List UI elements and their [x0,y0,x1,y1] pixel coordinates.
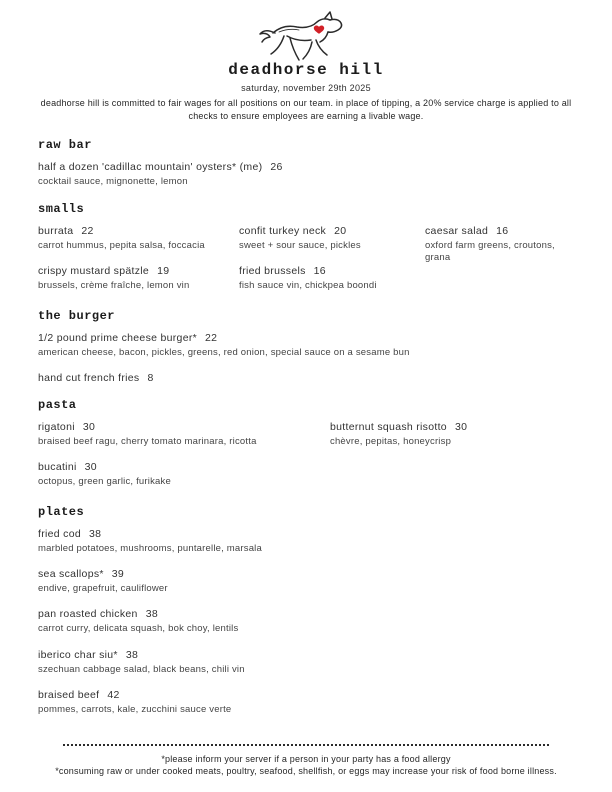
item-desc: american cheese, bacon, pickles, greens, red onion, special sauce on a sesame bun [38,346,410,358]
item-desc: brussels, crème fraîche, lemon vin [38,280,190,292]
item-price: 22 [81,224,94,237]
item-price: 38 [88,527,102,540]
item-name: braised beef [38,689,100,702]
menu-item [38,225,239,252]
item-name: fried cod [38,527,81,540]
item-desc: endive, grapefruit, cauliflower [38,583,168,594]
menu-item [38,161,574,188]
item-name: sea scallops* [38,568,104,580]
section-raw-bar [38,138,574,188]
section-heading: smalls [38,201,85,216]
pasta-columns [38,421,574,491]
menu-item [425,225,574,265]
item-price: 22 [205,331,218,344]
item-price: 26 [270,160,283,173]
item-price: 38 [145,608,158,621]
section-heading: the burger [38,308,116,323]
section-heading: plates [38,504,85,519]
item-desc: cocktail sauce, mignonette, lemon [38,175,188,187]
item-name: burrata [38,224,74,237]
pasta-column-2 [330,421,574,450]
item-price: 38 [125,648,139,661]
section-heading: raw bar [38,137,92,152]
item-name: confit turkey neck [239,224,327,237]
section-plates [38,505,574,717]
menu-item [239,265,425,292]
item-name: 1/2 pound prime cheese burger* [38,331,198,344]
item-name: crispy mustard spätzle [38,265,150,278]
smalls-columns [38,225,574,295]
item-name: half a dozen 'cadillac mountain' oysters* (me) [38,160,263,173]
item-name: pan roasted chicken [38,608,138,621]
item-name: bucatini [38,461,77,474]
item-name: fried brussels [239,265,306,278]
menu-item [38,265,239,292]
menu-item [38,528,574,555]
raw-food-footnote: *consuming raw or under cooked meats, poultry, seafood, shellfish, or eggs may increase your risk of food borne illness. [55,766,557,777]
item-name: butternut squash risotto [330,420,447,433]
item-price: 30 [454,420,468,433]
item-desc: carrot hummus, pepita salsa, foccacia [38,239,205,251]
pasta-column-1 [38,421,330,491]
restaurant-title: deadhorse hill [228,61,384,79]
menu-item [38,649,574,676]
item-desc: octopus, green garlic, furikake [38,476,171,488]
menu-item [239,225,425,252]
item-price: 8 [147,371,154,384]
item-price: 16 [496,224,509,237]
menu-item [38,372,574,384]
menu-item [38,689,574,716]
item-price: 16 [313,265,326,278]
menu-item [38,608,574,635]
item-name: hand cut french fries [38,371,140,384]
item-desc: sweet + sour sauce, pickles [239,239,361,251]
smalls-column-1 [38,225,239,295]
item-name: rigatoni [38,420,75,433]
menu-item [38,461,330,488]
item-name: iberico char siu* [38,648,118,661]
service-charge-notice: deadhorse hill is committed to fair wages for all positions on our team. in place of tipping, a 20% service charge is applied to all checks to ensure employees are earning a livable wage. [40,97,572,122]
dotted-divider [63,744,549,746]
horse-sketch-logo-icon [253,8,359,62]
item-desc: pommes, carrots, kale, zucchini sauce verte [38,704,232,716]
menu-item [38,568,574,595]
item-desc: chèvre, pepitas, honeycrisp [330,435,452,447]
item-desc: fish sauce vin, chickpea boondi [239,280,377,292]
smalls-column-2 [239,225,425,295]
menu-date: saturday, november 29th 2025 [241,82,371,93]
item-desc: carrot curry, delicata squash, bok choy, lentils [38,623,239,635]
item-price: 42 [107,689,120,702]
section-heading: pasta [38,397,77,412]
item-price: 39 [111,568,125,580]
item-desc: szechuan cabbage salad, black beans, chili vin [38,663,245,675]
item-desc: braised beef ragu, cherry tomato marinara, ricotta [38,435,257,447]
item-desc: oxford farm greens, croutons, grana [425,239,555,264]
item-price: 20 [334,224,347,237]
item-price: 19 [157,265,170,278]
item-price: 30 [82,420,96,433]
allergy-footnote: *please inform your server if a person in your party has a food allergy [161,753,451,764]
item-price: 30 [84,461,97,474]
menu-item [330,421,574,448]
heart-icon [314,26,324,34]
item-name: caesar salad [425,224,489,237]
section-the-burger [38,309,574,384]
menu-header [38,8,574,124]
menu-item [38,421,330,448]
menu-footer [0,744,612,778]
menu-item [38,332,574,359]
section-pasta [38,398,574,491]
item-desc: marbled potatoes, mushrooms, puntarelle, marsala [38,542,262,554]
smalls-column-3 [425,225,574,267]
section-smalls [38,202,574,295]
